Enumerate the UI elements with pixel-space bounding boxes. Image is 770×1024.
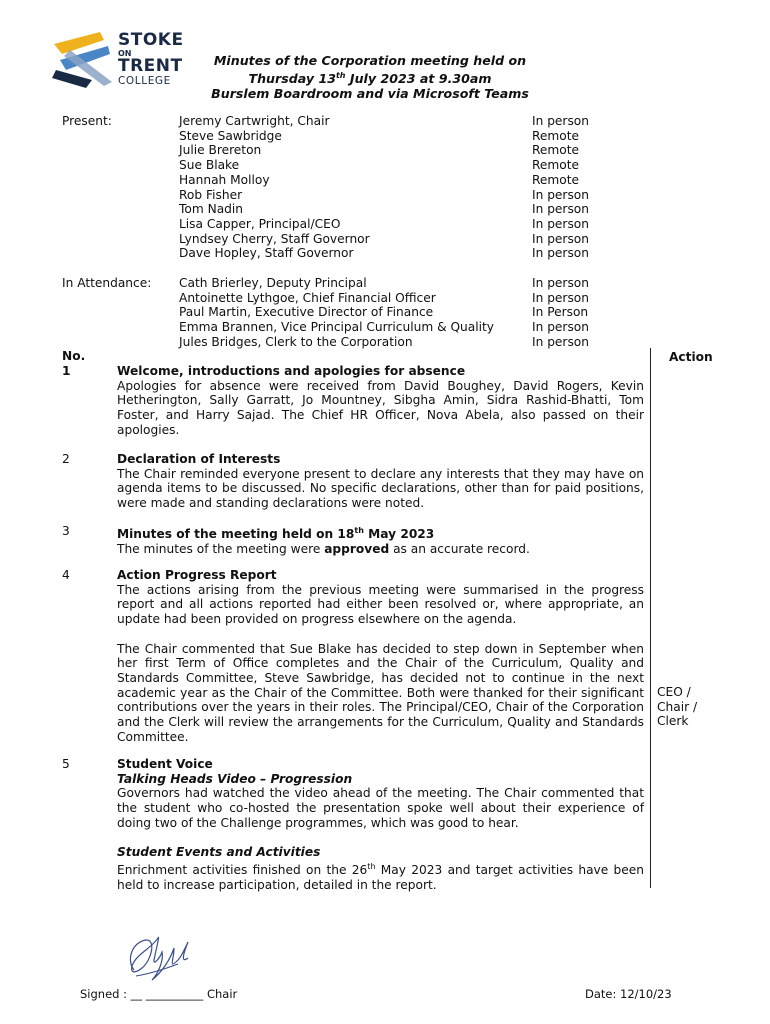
present-name: Jeremy Cartwright, Chair (179, 114, 330, 128)
title-line-3: Burslem Boardroom and via Microsoft Teams (211, 86, 529, 102)
title-line-2 (190, 68, 550, 86)
present-mode: In person (532, 114, 589, 128)
logo-mark (52, 30, 116, 90)
item-text: The Chair commented that Sue Blake has decided to step down in September when her first Term of Office completes and the Chair of the Curriculum, Quality and Standards Committee, Steve Sawbridge, has decided not to continue in the next academic year as the Chair of the Committee. Both were thanked for their significant contributions over the years in their roles. The Principal/CEO, Chair of the Corporation and the Clerk will review the arrangements for the Curriculum, Quality and Standards Committee. (117, 641, 644, 744)
item-number: 5 (62, 757, 70, 771)
title-line-1: Minutes of the Corporation meeting held on (213, 53, 527, 68)
title-date-sup: th (335, 71, 346, 80)
action-owner: Chair / (657, 699, 698, 714)
handwritten-signature (122, 930, 202, 985)
item-number: 3 (62, 524, 70, 538)
agenda-item-3 (117, 524, 644, 556)
item-heading (117, 524, 644, 542)
text-pre: The minutes of the meeting were (117, 541, 325, 556)
attendance-mode: In person (532, 290, 589, 305)
agenda-item-1 (117, 364, 644, 438)
text-bold: approved (324, 541, 390, 556)
meeting-title (190, 53, 550, 101)
present-name: Rob Fisher (179, 187, 243, 202)
item-text (117, 542, 644, 557)
item-number: 1 (62, 364, 71, 378)
attendance-mode: In person (532, 276, 589, 290)
present-mode: Remote (532, 172, 580, 187)
item-heading: Action Progress Report (117, 568, 277, 582)
agenda-item-4 (117, 568, 644, 744)
heading-pre: Minutes of the meeting held on 18 (117, 527, 355, 542)
agenda-item-5 (117, 757, 644, 892)
present-name: Lisa Capper, Principal/CEO (179, 216, 341, 231)
text-post: as an accurate record. (389, 541, 530, 556)
present-mode: In person (532, 246, 589, 261)
present-name: Sue Blake (179, 158, 240, 173)
action-owner: CEO / (657, 685, 691, 699)
item-text (117, 860, 644, 892)
present-label: Present: (62, 114, 112, 128)
present-name: Hannah Molloy (179, 172, 270, 187)
item-number: 4 (62, 568, 70, 582)
item-number: 2 (62, 452, 70, 466)
present-list (179, 114, 370, 261)
logo-line-trent: TRENT (118, 56, 183, 76)
item-subheading: Talking Heads Video – Progression (117, 771, 353, 786)
present-mode: Remote (532, 128, 580, 143)
item-heading: Student Voice (117, 757, 213, 771)
present-name: Lyndsey Cherry, Staff Governor (179, 231, 370, 246)
item-subheading: Student Events and Activities (117, 845, 321, 860)
heading-post: May 2023 (363, 527, 435, 542)
attendance-list (179, 276, 494, 350)
present-mode: In person (532, 231, 589, 246)
signed-line: Signed : __ __________ Chair (80, 987, 238, 1001)
attendance-name: Paul Martin, Executive Director of Finance (179, 305, 434, 320)
present-mode: Remote (532, 158, 580, 173)
logo-line-on: ON (118, 49, 132, 58)
attendance-mode: In person (532, 320, 589, 335)
present-mode: In person (532, 216, 589, 231)
attendance-mode: In person (532, 334, 589, 349)
title-date-pre: Thursday 13 (248, 71, 336, 87)
attendance-name: Emma Brannen, Vice Principal Curriculum & Quality (179, 320, 495, 335)
title-date-post: July 2023 at 9.30am (345, 71, 492, 87)
present-name: Julie Brereton (179, 143, 262, 158)
present-name: Tom Nadin (179, 202, 244, 217)
text-post: May 2023 and target activities have been held to increase participation, detailed in the report. (117, 862, 644, 892)
heading-sup: th (354, 526, 364, 535)
attendance-name: Cath Brierley, Deputy Principal (179, 276, 367, 290)
attendance-name: Antoinette Lythgoe, Chief Financial Officer (179, 290, 436, 305)
item-text: The actions arising from the previous meeting were summarised in the progress report and all actions reported had either been resolved or, where appropriate, an update had been provided on progress elsewhere on the agenda. (117, 582, 644, 627)
action-owner: Clerk (657, 714, 689, 729)
college-logo (52, 30, 182, 90)
logo-line-college: COLLEGE (118, 75, 171, 87)
present-name: Steve Sawbridge (179, 128, 282, 143)
item-text: Apologies for absence were received from David Boughey, David Rogers, Kevin Hetherington, Sally Garratt, Jo Mountney, Sibgha Amin, Sidra Rashid-Bhatti, Tom Foster, and Harry Sajad. The Chief HR Officer, Nova Abela, also passed on their apologies. (117, 378, 644, 437)
text-sup: th (367, 861, 376, 871)
present-mode: In person (532, 187, 589, 202)
action-column-header: Action (669, 350, 713, 364)
item-4-action (657, 685, 697, 729)
item-text: The Chair reminded everyone present to declare any interests that they may have on agenda items to be discussed. No specific declarations, other than for paid positions, were made and standing declarations were noted. (117, 466, 644, 511)
attendance-mode: In Person (532, 305, 589, 320)
attendance-modes (532, 276, 589, 350)
present-mode: Remote (532, 143, 580, 158)
item-heading: Declaration of Interests (117, 452, 281, 466)
action-column-divider (650, 348, 651, 888)
item-heading: Welcome, introductions and apologies for absence (117, 364, 466, 378)
logo-wordmark (118, 32, 184, 87)
agenda-item-2 (117, 452, 644, 511)
item-text: Governors had watched the video ahead of the meeting. The Chair commented that the student who co-hosted the presentation spoke well about their experience of doing two of the Challenge programmes, which was good to hear. (117, 786, 644, 830)
attendance-name: Jules Bridges, Clerk to the Corporation (179, 334, 413, 349)
present-mode: In person (532, 202, 589, 217)
attendance-label: In Attendance: (62, 276, 152, 290)
number-column-header: No. (62, 349, 86, 363)
signed-date: Date: 12/10/23 (585, 987, 672, 1001)
present-modes (532, 114, 589, 261)
logo-line-stoke: STOKE (118, 30, 184, 50)
text-pre: Enrichment activities finished on the 26 (117, 862, 368, 877)
present-name: Dave Hopley, Staff Governor (179, 246, 354, 261)
